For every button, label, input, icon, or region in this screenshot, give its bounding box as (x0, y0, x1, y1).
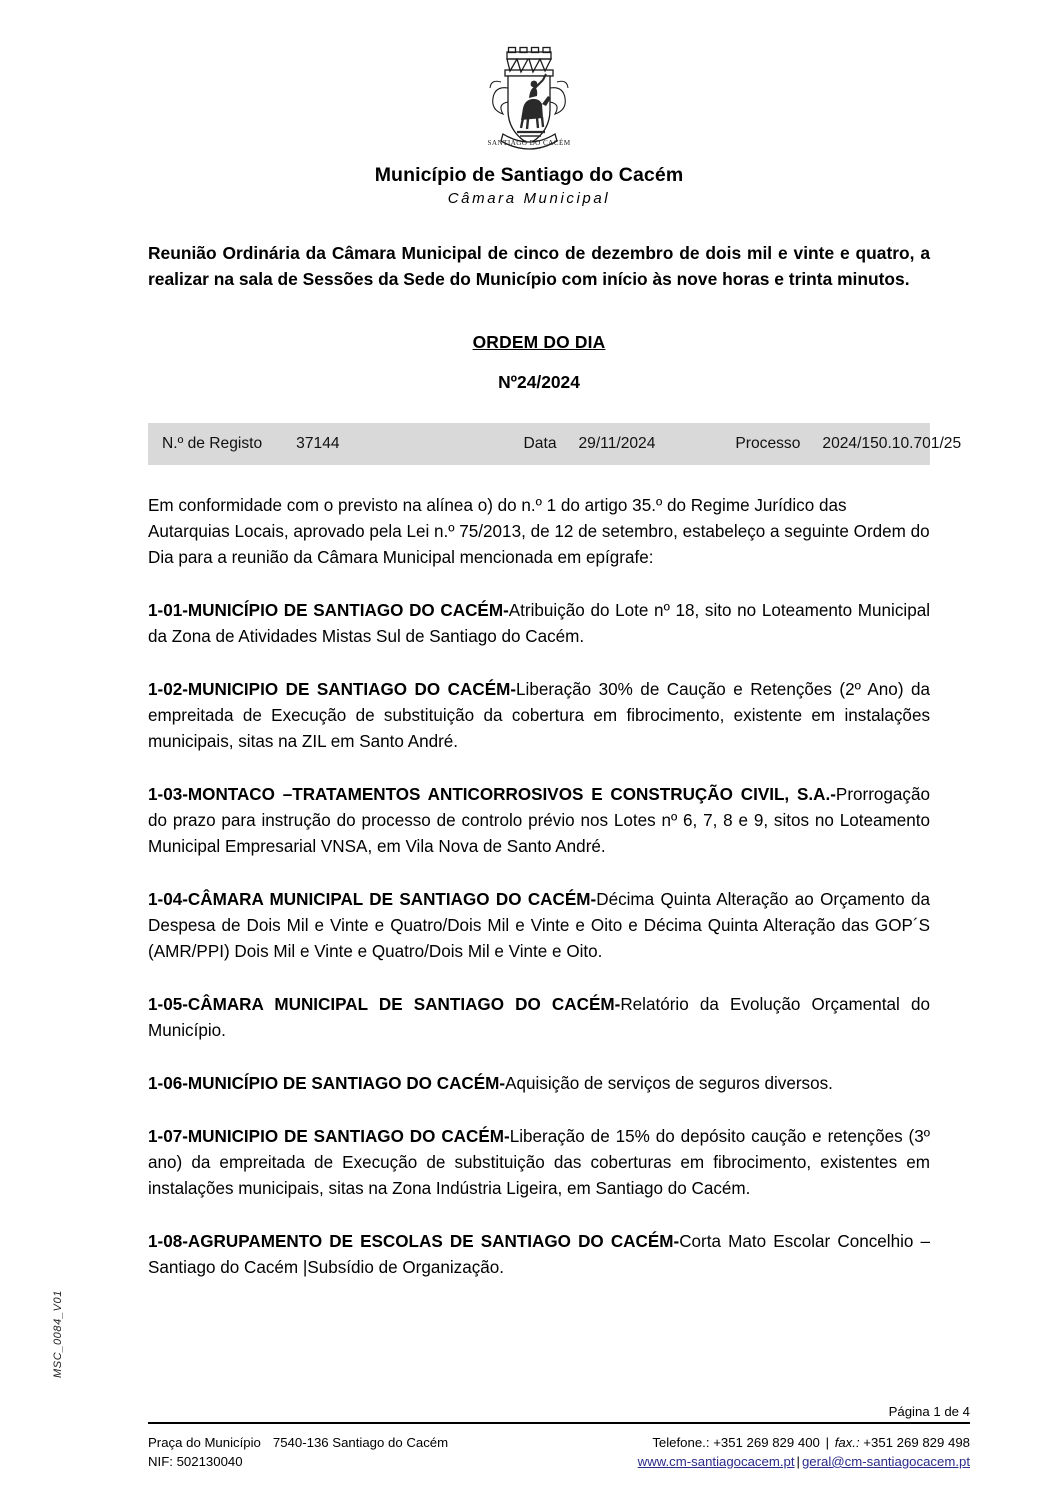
document-title: ORDEM DO DIA (472, 332, 606, 353)
agenda-item-ref: 1-01-MUNICÍPIO DE SANTIAGO DO CACÉM- (148, 601, 509, 621)
agenda-item-text: Aquisição de serviços de seguros diversos. (505, 1073, 833, 1093)
footer-phone-value: +351 269 829 400 (713, 1434, 820, 1450)
agenda-item-text: Décima Quinta Alteração ao Orçamento da Despesa de Dois Mil e Vinte e Quatro/Dois Mil e Vinte e Oito e Décima Quinta Alteração das GOP´S (AMR/PPI) Dois Mil e Vinte e Quatro/Dois Mil e Vinte e Oito. (148, 889, 930, 961)
agenda-item-ref: 1-03-MONTACO –TRATAMENTOS ANTICORROSIVOS E CONSTRUÇÃO CIVIL, S.A.- (148, 784, 836, 804)
footer-fax-value: +351 269 829 498 (863, 1434, 970, 1450)
agenda-item (148, 598, 930, 650)
registry-label-data: Data (523, 435, 557, 453)
document-version-code: MSC_0084_V01 (52, 1290, 64, 1378)
agenda-item-text: Corta Mato Escolar Concelhio –Santiago do Cacém |Subsídio de Organização. (148, 1231, 931, 1277)
agenda-item-ref: 1-05-CÂMARA MUNICIPAL DE SANTIAGO DO CACÉM- (148, 994, 621, 1014)
registry-field-processo (735, 435, 961, 453)
agenda-item (148, 782, 930, 860)
document-title-block (148, 332, 930, 393)
footer-address (148, 1433, 448, 1471)
agenda-item (148, 677, 930, 755)
meeting-heading: Reunião Ordinária da Câmara Municipal de cinco de dezembro de dois mil e vinte e quatro, a realizar na sala de Sessões da Sede do Município com início às nove horas e trinta minutos. (148, 243, 930, 290)
document-footer (148, 1404, 970, 1471)
registry-label-processo: Processo (735, 435, 801, 453)
organization-name: Município de Santiago do Cacém (374, 164, 684, 186)
agenda-item-text: Relatório da Evolução Orçamental do Município. (148, 994, 930, 1040)
organization-department: Câmara Municipal (447, 190, 611, 207)
footer-address-city: 7540-136 Santiago do Cacém (272, 1434, 449, 1450)
document-number: Nº24/2024 (498, 372, 580, 393)
footer-website-link[interactable]: www.cm-santiagocacem.pt (637, 1453, 795, 1469)
footer-fax-label: fax.: (834, 1434, 860, 1450)
registry-field-registo (162, 435, 340, 453)
document-header (0, 0, 1058, 207)
registry-value-processo: 2024/150.10.701/25 (822, 435, 962, 453)
agenda-list (148, 598, 930, 1280)
svg-text:SANTIAGO DO CACÉM: SANTIAGO DO CACÉM (487, 139, 571, 147)
footer-contacts (638, 1433, 970, 1471)
agenda-item-text: Liberação de 15% do depósito caução e retenções (3º ano) da empreitada de Execução de substituição das coberturas em fibrocimento, existentes em instalações municipais, sitas na Zona Indústria Ligeira, em Santiago do Cacém. (148, 1126, 930, 1198)
footer-email-link[interactable]: geral@cm-santiagocacem.pt (801, 1453, 970, 1469)
footer-divider (148, 1422, 970, 1424)
agenda-item (148, 992, 930, 1044)
agenda-item-text: Liberação 30% de Caução e Retenções (2º Ano) da empreitada de Execução de substituição da cobertura em fibrocimento, existente em instalações municipais, sitas na ZIL em Santo André. (148, 680, 931, 751)
registry-value-registo: 37144 (296, 435, 340, 453)
document-body (0, 240, 1058, 1281)
coat-of-arms-icon (0, 46, 1058, 154)
agenda-item-text: Atribuição do Lote nº 18, sito no Loteamento Municipal da Zona de Atividades Mistas Sul de Santiago do Cacém. (148, 601, 931, 647)
agenda-item-ref: 1-04-CÂMARA MUNICIPAL DE SANTIAGO DO CACÉM- (148, 889, 597, 909)
agenda-item-ref: 1-07-MUNICIPIO DE SANTIAGO DO CACÉM- (148, 1126, 510, 1146)
agenda-item (148, 1124, 930, 1202)
agenda-item-text: Prorrogação do prazo para instrução do processo de controlo prévio nos Lotes nº 6, 7, 8 e 9, sitos no Loteamento Municipal Empresarial VNSA, em Vila Nova de Santo André. (148, 784, 930, 856)
registry-label-registo: N.º de Registo (162, 435, 263, 453)
agenda-item (148, 1229, 930, 1281)
footer-address-street: Praça do Município (148, 1434, 261, 1450)
agenda-item-ref: 1-08-AGRUPAMENTO DE ESCOLAS DE SANTIAGO DO CACÉM- (148, 1231, 680, 1251)
registry-field-data (524, 435, 656, 453)
registry-bar (148, 423, 962, 465)
footer-separator: | (796, 1453, 800, 1469)
agenda-item-ref: 1-02-MUNICIPIO DE SANTIAGO DO CACÉM- (148, 680, 517, 700)
agenda-item (148, 1071, 930, 1097)
registry-value-data: 29/11/2024 (578, 435, 656, 453)
intro-paragraph: Em conformidade com o previsto na alínea o) do n.º 1 do artigo 35.º do Regime Jurídico das Autarquias Locais, aprovado pela Lei n.º 75/2013, de 12 de setembro, estabeleço a seguinte Ordem do Dia para a reunião da Câmara Municipal mencionada em epígrafe: (148, 496, 930, 568)
page-number: Página 1 de 4 (888, 1403, 970, 1419)
footer-phone-label: Telefone.: (652, 1434, 710, 1450)
footer-nif: NIF: 502130040 (148, 1453, 243, 1469)
agenda-item (148, 887, 930, 965)
footer-separator: | (825, 1434, 830, 1450)
agenda-item-ref: 1-06-MUNICÍPIO DE SANTIAGO DO CACÉM- (148, 1073, 506, 1093)
